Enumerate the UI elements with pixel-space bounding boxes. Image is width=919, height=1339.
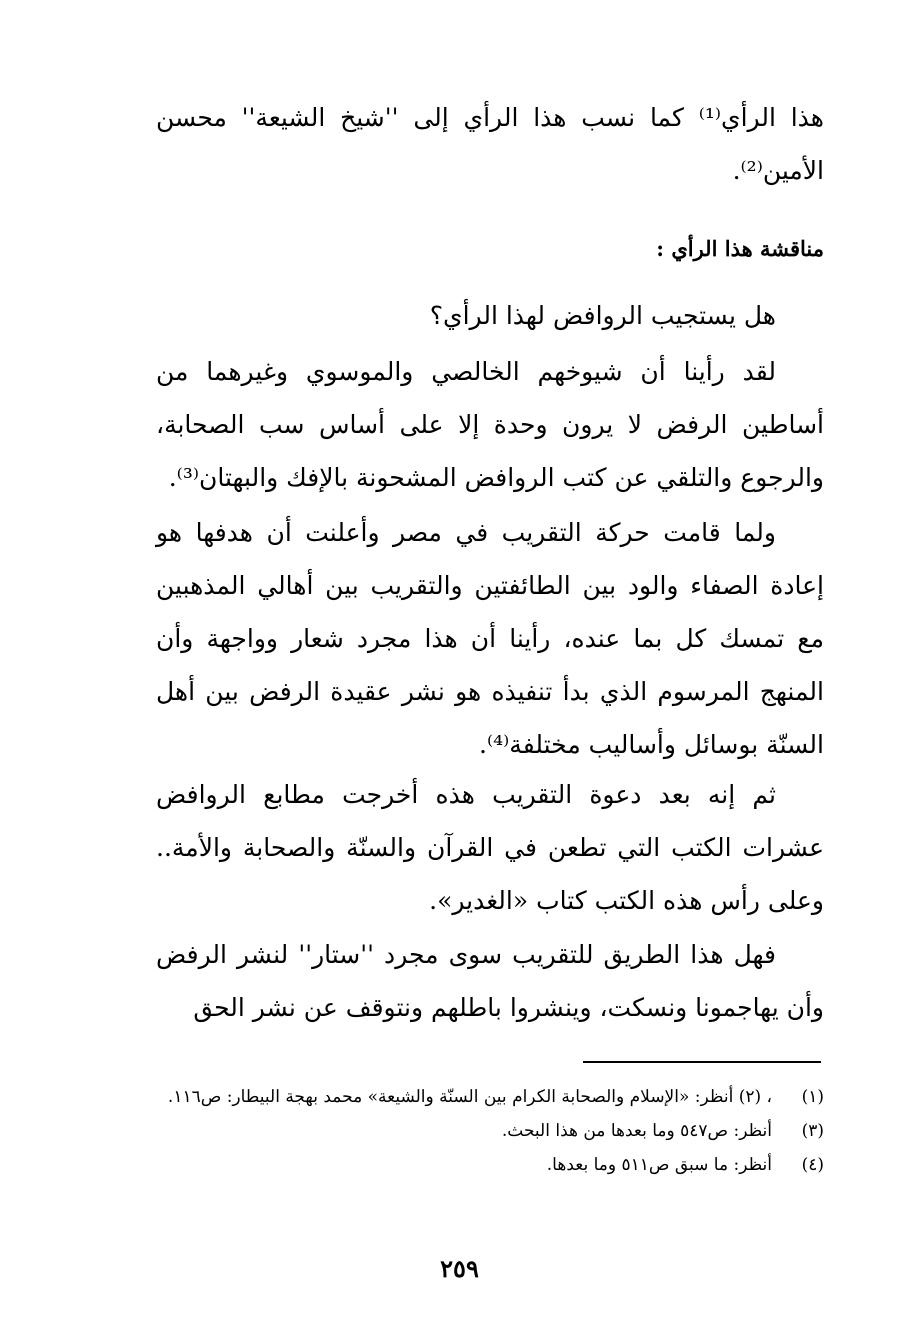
footnote-text: ، (٢) أنظر: «الإسلام والصحابة الكرام بين السنّة والشيعة» محمد بهجة البيطار: ص١١٦.: [167, 1087, 772, 1107]
paragraph-question: هل يستجيب الروافض لهذا الرأي؟: [429, 301, 776, 330]
page-number: ٢٥٩: [440, 1254, 479, 1283]
footnote: [156, 1148, 824, 1182]
section-heading: مناقشة هذا الرأي :: [656, 236, 824, 261]
footnote: [156, 1080, 824, 1114]
footnote-mark: (٣): [801, 1121, 824, 1141]
paragraph-publications: ثم إنه بعد دعوة التقريب هذه أخرجت مطابع الروافض عشرات الكتب التي تطعن في القرآن والسنّة والصحابة والأمة.. وعلى رأس هذه الكتب كتاب «الغدير».: [156, 780, 824, 915]
paragraph-taqrib-movement: ولما قامت حركة التقريب في مصر وأعلنت أن هدفها هو إعادة الصفاء والود بين الطائفتين والتقريب بين أهالي المذهبين مع تمسك كل بما عنده، رأينا أن هذا مجرد شعار وواجهة وأن المنهج المرسوم الذي بدأ تنفيذه هو نشر عقيدة الرفض بين أهل السنّة بوسائل وأساليب مختلفة⁽⁴⁾.: [156, 518, 824, 759]
footnotes: [156, 1080, 824, 1182]
footnote-divider: [583, 1061, 821, 1063]
paragraph-opening: هذا الرأي⁽¹⁾ كما نسب هذا الرأي إلى ''شيخ الشيعة'' محسن الأمين⁽²⁾.: [156, 103, 824, 185]
footnote-text: أنظر: ص٥٤٧ وما بعدها من هذا البحث.: [501, 1121, 772, 1141]
paragraph-conclusion: فهل هذا الطريق للتقريب سوى مجرد ''ستار'' لنشر الرفض وأن يهاجمونا ونسكت، وينشروا باطلهم ونتوقف عن نشر الحق: [156, 940, 824, 1022]
footnote-text: أنظر: ما سبق ص٥١١ وما بعدها.: [546, 1155, 772, 1175]
footnote-mark: (٤): [801, 1155, 824, 1175]
footnote-mark: (١): [801, 1087, 824, 1107]
paragraph-unity: لقد رأينا أن شيوخهم الخالصي والموسوي وغيرهما من أساطين الرفض لا يرون وحدة إلا على أساس سب الصحابة، والرجوع والتلقي عن كتب الروافض المشحونة بالإفك والبهتان⁽³⁾.: [156, 357, 824, 492]
footnote: [156, 1114, 824, 1148]
